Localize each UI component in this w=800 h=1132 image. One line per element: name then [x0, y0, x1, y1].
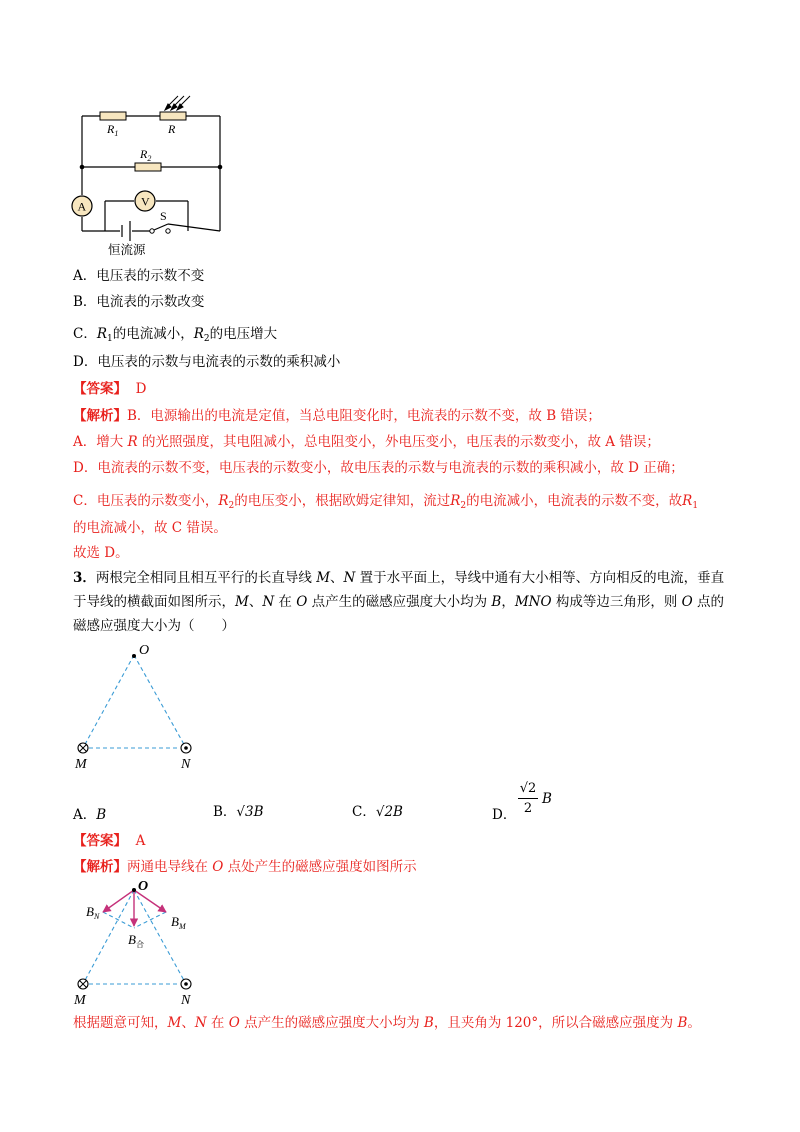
wire-n-out-of-page-icon — [181, 743, 191, 753]
q2-option-b: B．电流表的示数改变 — [73, 294, 205, 310]
label-source: 恒流源 — [108, 242, 146, 257]
label-n: N — [181, 757, 191, 772]
fraction-denominator: 2 — [523, 801, 533, 816]
label-o: O — [139, 643, 150, 658]
vec-label-o: O — [138, 879, 149, 894]
label-r2: $R_2$ — [140, 147, 152, 163]
q2-option-a: A．电压表的示数不变 — [73, 268, 205, 284]
q3-option-d-fraction — [516, 780, 540, 817]
label-r: R — [168, 122, 176, 136]
q3-conclusion: 根据题意可知，M、N 在 O 点产生的磁感应强度大小均为 B，且夹角为 120°，所以合磁感应强度为 B。 — [73, 1015, 701, 1031]
triangle-diagram — [66, 640, 206, 775]
q2-analysis-line4: C．电压表的示数变小，$R_2$的电压变小，根据欧姆定律知，流过$R_2$的电流减小，电流表的示数不变，故$R_1$ — [73, 493, 699, 511]
q3-answer: 【答案】 A — [73, 833, 146, 849]
fraction-bar — [518, 798, 538, 799]
q3-option-a: A．B — [73, 807, 107, 823]
q2-option-c: C．$R_1$的电流减小，$R_2$的电压增大 — [73, 326, 278, 344]
vec-wire-m-icon — [78, 979, 88, 989]
q3-option-c: C．√2B — [352, 804, 403, 820]
q3-analysis: 【解析】两通电导线在 O 点处产生的磁感应强度如图所示 — [73, 859, 417, 875]
label-voltmeter: V — [141, 194, 150, 209]
vector-diagram — [66, 876, 211, 1011]
q2-option-d: D．电压表的示数与电流表的示数的乘积减小 — [73, 354, 341, 370]
q3-question: 3．两根完全相同且相互平行的长直导线 M、N 置于水平面上，导线中通有大小相等、方向相反的电流，垂直于导线的横截面如图所示，M、N 在 O 点产生的磁感应强度大小均为 B，MNO 构成等边三角形，则 O 点的磁感应强度大小为（ ） — [73, 570, 725, 634]
q2-analysis-line6: 故选 D。 — [73, 545, 129, 561]
q2-analysis-line5: 的电流减小，故 C 错误。 — [73, 520, 227, 536]
label-switch: S — [160, 209, 167, 223]
vec-wire-n-icon — [181, 979, 191, 989]
wire-m-into-page-icon — [78, 743, 88, 753]
label-m: M — [75, 757, 87, 772]
q2-analysis-line1: 【解析】B．电源输出的电流是定值，当总电阻变化时，电流表的示数不变，故 B 错误； — [73, 408, 601, 424]
label-ammeter: A — [77, 199, 87, 214]
vec-label-m: M — [74, 993, 86, 1008]
resistor-r2 — [135, 163, 161, 171]
q2-answer: 【答案】 D — [73, 381, 147, 397]
fraction-numerator: √2 — [519, 781, 537, 796]
vec-label-n: N — [181, 993, 191, 1008]
circuit-diagram — [60, 90, 250, 265]
vec-label-bsum: $B_合$ — [128, 932, 144, 949]
q2-analysis-line2: A．增大 R 的光照强度，其电阻减小，总电阻变小，外电压变小，电压表的示数变小，故 A 错误； — [73, 434, 660, 450]
q2-analysis-line3: D．电流表的示数不变，电压表的示数变小，故电压表的示数与电流表的示数的乘积减小，故 D 正确； — [73, 460, 684, 476]
light-arrows-icon — [165, 96, 190, 110]
vec-label-bm: $B_M$ — [171, 914, 186, 931]
q3-option-b: B．√3B — [213, 804, 264, 820]
q3-option-d-b: B — [542, 791, 552, 807]
vec-label-bn: $B_N$ — [86, 904, 100, 921]
q3-option-d: D． — [492, 807, 517, 823]
label-r1: $R_1$ — [107, 122, 119, 138]
resistor-r1 — [100, 112, 126, 120]
resistor-r — [160, 112, 186, 120]
switch-icon — [150, 229, 154, 233]
